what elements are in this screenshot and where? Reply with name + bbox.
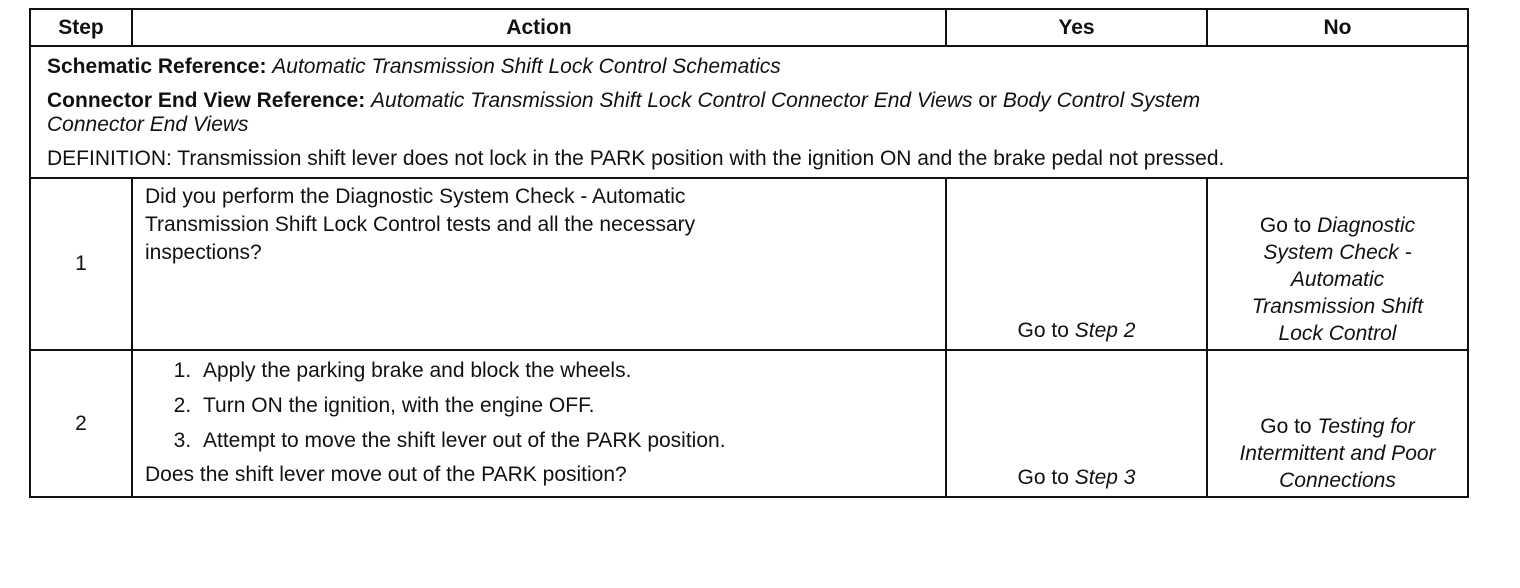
header-row <box>30 9 1468 46</box>
header-yes: Yes <box>946 9 1207 46</box>
definition-text: DEFINITION: Transmission shift lever does not lock in the PARK position with the ignition ON and the brake pedal not pressed. <box>47 147 1225 170</box>
no-cell <box>1207 350 1468 497</box>
no-link[interactable]: Diagnostic System Check - Automatic Transmission Shift Lock Control <box>1251 214 1424 345</box>
diagnostic-table <box>29 8 1469 498</box>
connector-label: Connector End View Reference: <box>47 89 366 112</box>
step-number: 1 <box>30 178 132 350</box>
list-item: 3. Attempt to move the shift lever out of the PARK position. <box>197 423 933 458</box>
yes-cell <box>946 178 1207 350</box>
action-question: Did you perform the Diagnostic System Check - Automatic Transmission Shift Lock Control tests and all the necessary inspections? <box>145 185 696 264</box>
yes-link[interactable]: Step 3 <box>1074 466 1136 489</box>
yes-action <box>947 317 1206 345</box>
yes-link[interactable]: Step 2 <box>1074 319 1136 342</box>
table-row <box>30 350 1468 497</box>
yes-action <box>947 464 1206 492</box>
schematic-label: Schematic Reference: <box>47 55 267 78</box>
no-prefix: Go to <box>1259 214 1318 237</box>
substep-list <box>145 353 933 458</box>
schematic-link[interactable]: Automatic Transmission Shift Lock Control Schematics <box>272 55 781 78</box>
list-item: 2. Turn ON the ignition, with the engine OFF. <box>197 388 933 423</box>
no-action <box>1208 212 1467 347</box>
list-item: 1. Apply the parking brake and block the wheels. <box>197 353 933 388</box>
yes-prefix: Go to <box>1017 319 1075 342</box>
no-cell <box>1207 178 1468 350</box>
no-action <box>1208 413 1467 494</box>
header-step: Step <box>30 9 132 46</box>
connector-or: or <box>972 89 1003 112</box>
header-action: Action <box>132 9 946 46</box>
schematic-reference <box>47 55 1451 79</box>
reference-cell <box>30 46 1468 178</box>
connector-link-1[interactable]: Automatic Transmission Shift Lock Control Connector End Views <box>371 89 973 112</box>
yes-prefix: Go to <box>1017 466 1075 489</box>
action-text <box>132 350 946 497</box>
step-number: 2 <box>30 350 132 497</box>
action-text <box>132 178 946 350</box>
connector-reference <box>47 89 1451 137</box>
yes-cell <box>946 350 1207 497</box>
reference-row <box>30 46 1468 178</box>
connector-link-2[interactable]: Body Control System Connector End Views <box>47 89 1201 136</box>
action-question: Does the shift lever move out of the PARK position? <box>145 463 627 486</box>
no-prefix: Go to <box>1260 415 1318 438</box>
table-row <box>30 178 1468 350</box>
header-no: No <box>1207 9 1468 46</box>
no-link[interactable]: Testing for Intermittent and Poor Connections <box>1239 415 1436 492</box>
